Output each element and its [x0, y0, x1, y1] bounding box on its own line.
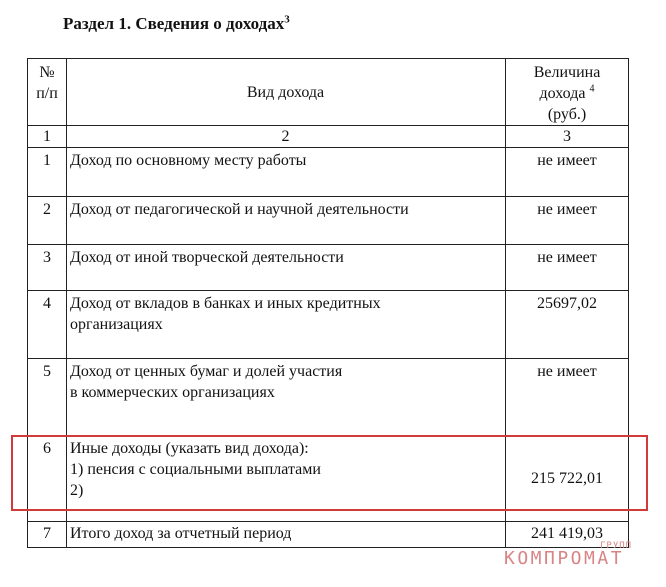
row-income-value: не имеет: [506, 245, 629, 291]
table-row-total: [28, 522, 629, 548]
column-index-3: 3: [506, 126, 629, 148]
section-title-text: Раздел 1. Сведения о доходах: [63, 14, 285, 33]
row-income-value: 215 722,01: [506, 436, 629, 522]
row-income-type: [67, 148, 506, 197]
row-income-type: [67, 291, 506, 359]
row-income-value: не имеет: [506, 359, 629, 436]
column-index-1: 1: [28, 126, 67, 148]
header-type-cell: Вид дохода: [67, 59, 506, 126]
header-value-footnote: 4: [589, 83, 595, 95]
table-header-row: [28, 59, 629, 126]
row-number: 7: [28, 522, 67, 548]
table-row: [28, 359, 629, 436]
row-number: 3: [28, 245, 67, 291]
header-value-line2: дохода: [539, 85, 586, 102]
section-title: [63, 14, 290, 34]
row-number: 4: [28, 291, 67, 359]
table-row: [28, 291, 629, 359]
watermark-sub: ГРУПП: [600, 541, 633, 551]
row-income-type-line: 1) пенсия с социальными выплатами: [70, 461, 321, 478]
row-income-type-line: Доход от педагогической и научной деятельности: [70, 201, 409, 218]
column-index-2: 2: [67, 126, 506, 148]
row-income-type-line: Итого доход за отчетный период: [70, 525, 292, 542]
row-income-value: 25697,02: [506, 291, 629, 359]
column-index-row: [28, 126, 629, 148]
row-income-type-line: Иные доходы (указать вид дохода):: [70, 440, 309, 457]
row-income-type: [67, 245, 506, 291]
row-income-type: [67, 359, 506, 436]
row-income-type-line: 2): [70, 482, 84, 499]
row-income-type-line: Доход от вкладов в банках и иных кредитных: [70, 295, 381, 312]
income-table: [27, 58, 629, 548]
row-income-type-line: Доход по основному месту работы: [70, 152, 307, 169]
row-income-type-line: организациях: [70, 316, 163, 333]
header-value-line3: (руб.): [547, 106, 587, 123]
table-row: [28, 148, 629, 197]
row-number: 5: [28, 359, 67, 436]
table-row: [28, 197, 629, 245]
header-value-cell: [506, 59, 629, 126]
header-number-line1: №: [39, 64, 55, 81]
row-income-value: 241 419,03: [506, 522, 629, 548]
row-income-value: не имеет: [506, 148, 629, 197]
row-income-type-line: Доход от ценных бумаг и долей участия: [70, 363, 343, 380]
section-title-footnote: 3: [284, 13, 290, 26]
row-number: 6: [28, 436, 67, 522]
header-number-line2: п/п: [36, 85, 58, 102]
row-income-type-line: Доход от иной творческой деятельности: [70, 249, 344, 266]
watermark-logo: [504, 541, 633, 569]
row-income-type-line: в коммерческих организациях: [70, 384, 275, 401]
header-number-cell: [28, 59, 67, 126]
row-income-type: [67, 197, 506, 245]
row-income-type: [67, 522, 506, 548]
watermark-main: КОМПРОМАТ: [504, 548, 625, 569]
table-row: [28, 436, 629, 522]
row-income-type: [67, 436, 506, 522]
table-row: [28, 245, 629, 291]
row-number: 1: [28, 148, 67, 197]
row-number: 2: [28, 197, 67, 245]
row-income-value: не имеет: [506, 197, 629, 245]
header-value-line1: Величина: [533, 64, 601, 81]
